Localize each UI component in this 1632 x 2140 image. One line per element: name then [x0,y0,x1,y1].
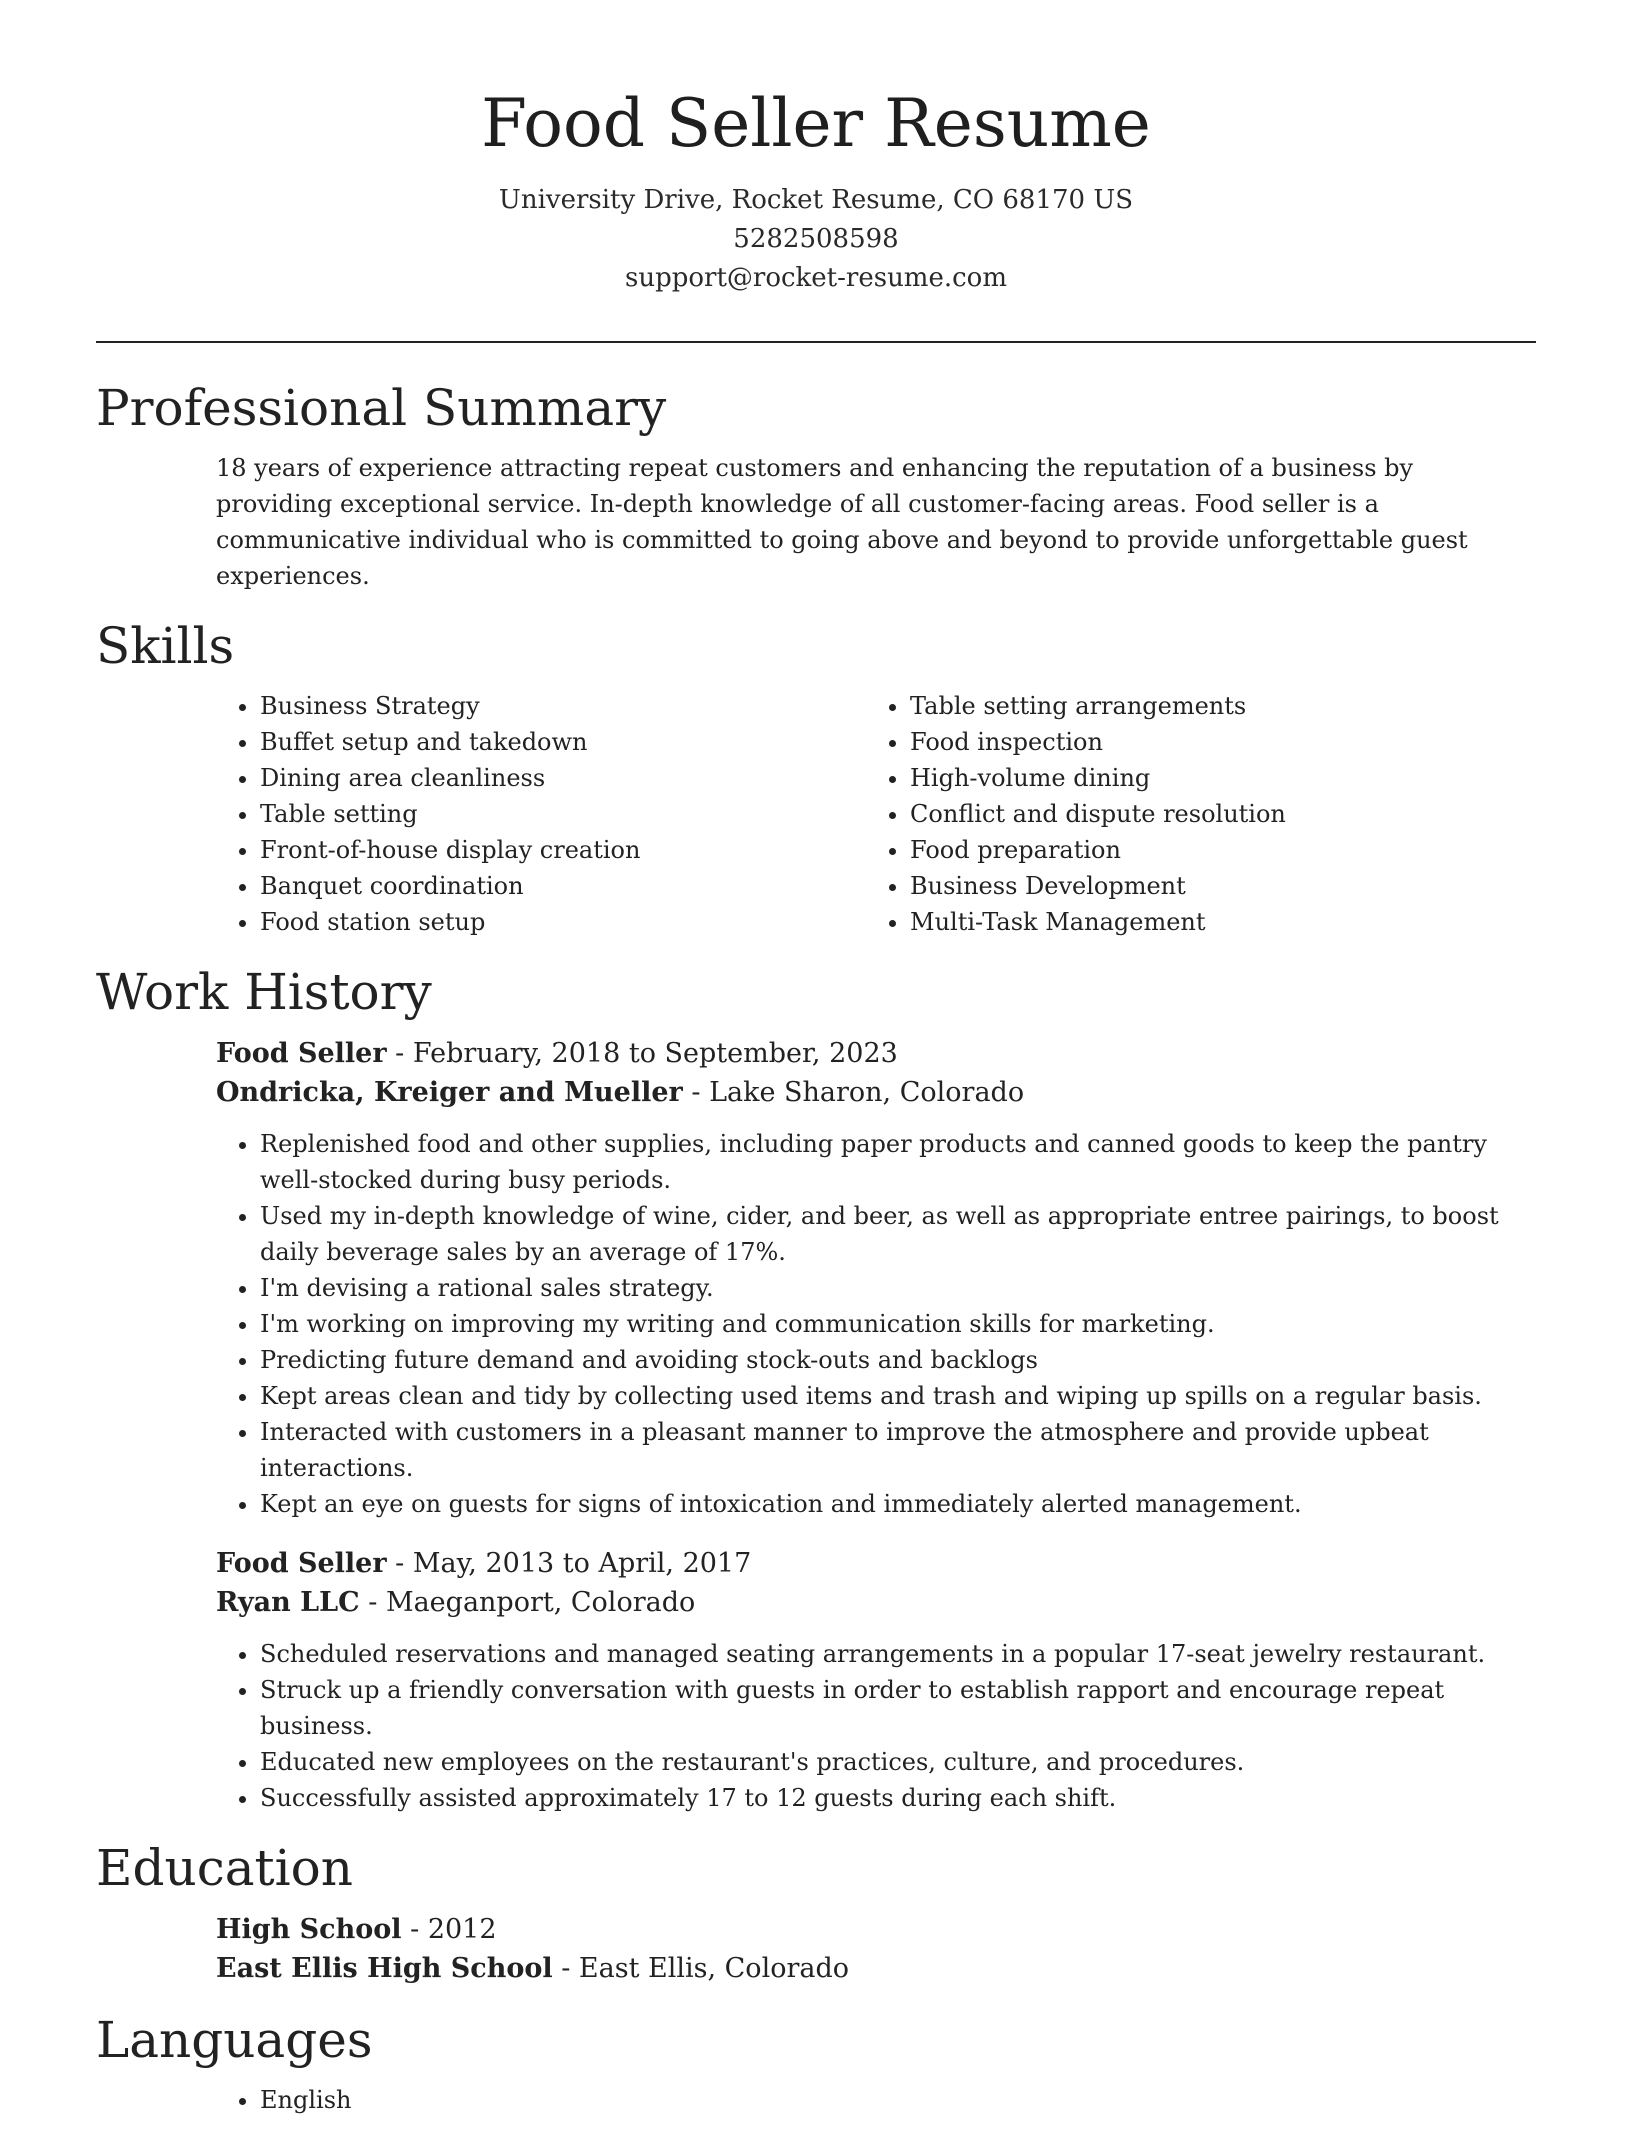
education-heading: Education [96,1839,353,1897]
job-duty: • Successfully assisted approximately 17 to 12 guests during each shift. [260,1780,1536,1816]
skills-heading: Skills [96,617,235,675]
header-divider [96,341,1536,343]
education-school-line: East Ellis High School - East Ellis, Colorado [216,1953,850,1984]
skill-item: • Buffet setup and takedown [260,724,866,760]
skill-item: • Conflict and dispute resolution [910,796,1516,832]
job-company: Ryan LLC [216,1587,360,1618]
job-duty: • Used my in-depth knowledge of wine, cider, and beer, as well as appropriate entree pairings, to boost daily beverage sales by an average of 17%. [260,1198,1536,1270]
skill-item: • Business Development [910,868,1516,904]
job-duty: • Replenished food and other supplies, including paper products and canned goods to keep the pantry well-stocked during busy periods. [260,1126,1536,1198]
job-duty: • Struck up a friendly conversation with guests in order to establish rapport and encourage repeat business. [260,1672,1536,1744]
skill-item: • Dining area cleanliness [260,760,866,796]
skill-item: • Business Strategy [260,688,866,724]
summary-text: 18 years of experience attracting repeat customers and enhancing the reputation of a business by providing exceptional service. In-depth knowledge of all customer-facing areas. Food seller is a communicative individual who is committed to going above and beyond to provide unforgettable guest experiences. [216,454,1468,590]
skill-item: • Multi-Task Management [910,904,1516,940]
skill-item: • Banquet coordination [260,868,866,904]
skill-item: • High-volume dining [910,760,1516,796]
languages-heading: Languages [96,2011,373,2069]
job-location: Maeganport, Colorado [385,1587,696,1618]
job-duty: • Kept areas clean and tidy by collecting used items and trash and wiping up spills on a regular basis. [260,1378,1536,1414]
summary-heading: Professional Summary [96,379,667,437]
skill-item: • Front-of-house display creation [260,832,866,868]
summary-section [96,378,1536,594]
skill-item: • Food station setup [260,904,866,940]
skills-column-left [216,688,866,940]
job-duty: • Kept an eye on guests for signs of intoxication and immediately alerted management. [260,1486,1536,1522]
job-title-line: Food Seller - May, 2013 to April, 2017 [216,1548,752,1579]
job-title: Food Seller [216,1038,387,1069]
resume-title: Food Seller Resume [481,85,1151,162]
job-dates: February, 2018 to September, 2023 [412,1038,898,1069]
skill-item: • Table setting [260,796,866,832]
job-duty: • Interacted with customers in a pleasant manner to improve the atmosphere and provide upbeat interactions. [260,1414,1536,1486]
job-dates: May, 2013 to April, 2017 [412,1548,752,1579]
job-location: Lake Sharon, Colorado [709,1077,1025,1108]
skill-item: • Food inspection [910,724,1516,760]
resume-header [0,84,1632,298]
contact-block [0,181,1632,298]
education-degree-line: High School - 2012 [216,1914,497,1945]
job-duties [216,1126,1536,1522]
job-duties [216,1636,1536,1816]
languages-list [216,2082,1536,2118]
job-duty: • Predicting future demand and avoiding stock-outs and backlogs [260,1342,1536,1378]
education-year: 2012 [427,1914,497,1945]
job-company-line: Ondricka, Kreiger and Mueller - Lake Sharon, Colorado [216,1077,1025,1108]
education-degree: High School [216,1914,402,1945]
job-duty: • I'm devising a rational sales strategy. [260,1270,1536,1306]
education-school: East Ellis High School [216,1953,553,1984]
skills-section [96,616,1536,940]
language-item: • English [260,2082,1536,2118]
skill-item: • Food preparation [910,832,1516,868]
job-entry [216,1544,1536,1816]
skills-columns [216,688,1536,940]
education-section [96,1838,1536,1988]
contact-phone: 5282508598 [733,224,899,255]
work-history-section [96,962,1536,1816]
contact-email: support@rocket-resume.com [624,263,1007,294]
job-entry [216,1034,1536,1522]
job-company: Ondricka, Kreiger and Mueller [216,1077,683,1108]
contact-address: University Drive, Rocket Resume, CO 68170 US [498,185,1134,216]
skill-item: • Table setting arrangements [910,688,1516,724]
job-title-line: Food Seller - February, 2018 to September, 2023 [216,1038,898,1069]
job-duty: • Scheduled reservations and managed seating arrangements in a popular 17-seat jewelry restaurant. [260,1636,1536,1672]
job-duty: • Educated new employees on the restaurant's practices, culture, and procedures. [260,1744,1536,1780]
education-entry [216,1910,1536,1988]
work-history-heading: Work History [96,963,432,1021]
job-title: Food Seller [216,1548,387,1579]
resume-body [96,378,1536,2140]
skills-column-right [866,688,1516,940]
education-location: East Ellis, Colorado [578,1953,850,1984]
languages-section [96,2010,1536,2118]
job-company-line: Ryan LLC - Maeganport, Colorado [216,1587,696,1618]
job-duty: • I'm working on improving my writing and communication skills for marketing. [260,1306,1536,1342]
